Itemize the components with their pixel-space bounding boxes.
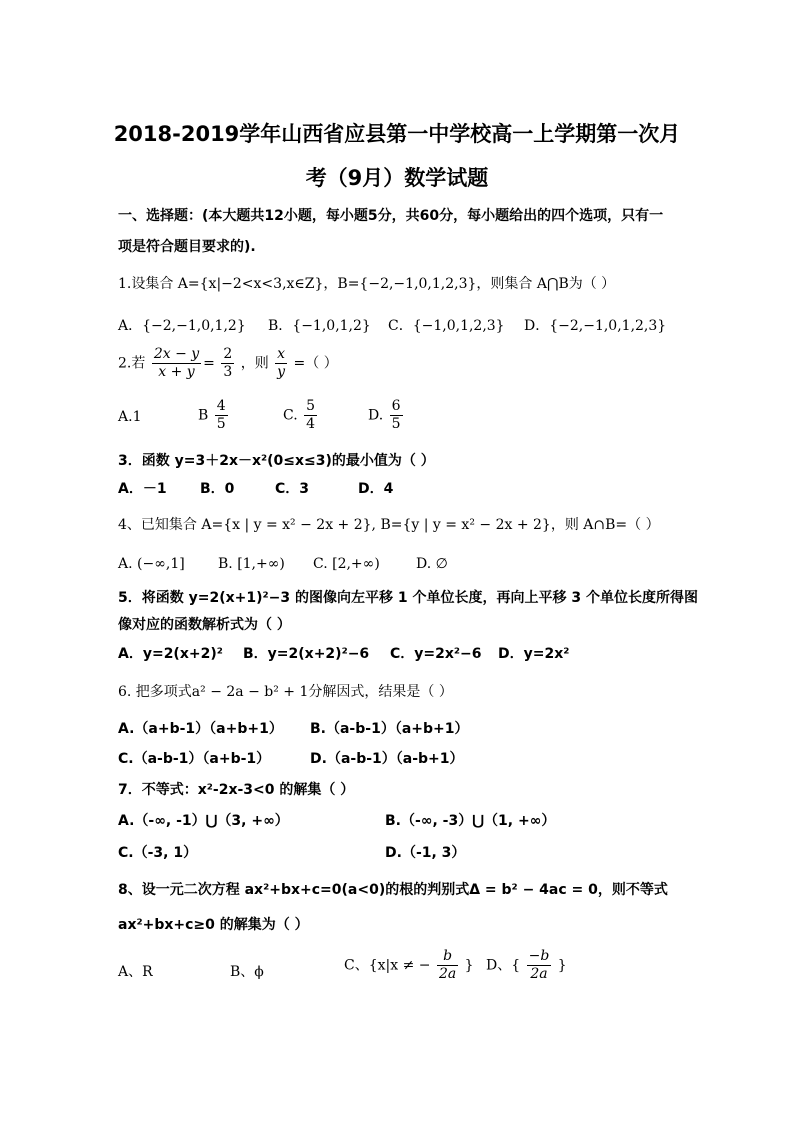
q2-stem: 2.若 $\frac{2x - y}{x + y}$ = $\frac{2}{3}$ ，则 $\frac{x}{y}$ =（ ） (118, 346, 338, 380)
q2-option-b (198, 398, 230, 433)
q2-option-d (368, 398, 405, 433)
q8-option-c-prefix: C、{x|x ≠ − (344, 957, 431, 974)
q8-option-c-den: 2a (438, 966, 457, 982)
q7-option-d: D.（-1, 3） (385, 845, 466, 861)
q1-option-b: B．{−1,0,1,2} (268, 318, 371, 334)
q2-option-d-fraction (390, 398, 403, 433)
q4-option-a: A. (−∞,1] (118, 556, 185, 572)
q2-lhs-den: x + y (158, 364, 195, 380)
q2-option-c-fraction (304, 398, 317, 433)
q5-option-c: C．y=2x²−6 (390, 646, 482, 662)
q2-option-c (283, 398, 319, 433)
q5-stem-line2: 像对应的函数解析式为（ ） (118, 617, 291, 633)
q8-stem-line2: ax²+bx+c≥0 的解集为（ ） (118, 917, 309, 933)
q8-option-c-fraction (437, 948, 458, 983)
q5-stem-line1: 5．将函数 y=2(x+1)²−3 的图像向左平移 1 个单位长度，再向上平移 3 个单位长度所得图 (118, 590, 698, 606)
q4-option-c: C. [2,+∞) (313, 556, 380, 572)
section-heading-line1: 一、选择题：(本大题共12小题，每小题5分，共60分，每小题给出的四个选项，只有一 (118, 208, 664, 224)
q2-option-a-label: A. (118, 409, 133, 425)
q4-option-d: D. ∅ (416, 556, 448, 572)
q2-option-a (118, 409, 141, 425)
q2-option-d-num: 6 (391, 398, 401, 414)
q2-rhs-num: 2 (223, 346, 233, 362)
q8-option-c-num: b (437, 948, 458, 966)
q8-option-c-suffix: } (464, 957, 474, 974)
q5-option-d: D．y=2x² (498, 646, 570, 662)
q3-option-a: A．－1 (118, 481, 167, 497)
q2-y-den: y (277, 364, 286, 380)
q8-option-d-num: −b (528, 948, 550, 964)
q1-stem: 1.设集合 A={x|−2<x<3,x∈Z}，B={−2,−1,0,1,2,3}，则集合 A⋂B为（ ） (118, 276, 616, 292)
q2-option-d-den: 5 (391, 416, 401, 432)
q7-option-c: C.（-3, 1） (118, 845, 198, 861)
q8-option-d-den: 2a (530, 966, 548, 982)
q5-option-a: A．y=2(x+2)² (118, 646, 223, 662)
q6-option-c: C.（a-b-1）（a+b-1） (118, 751, 271, 767)
q2-suffix: =（ ） (293, 355, 338, 372)
q2-lhs-fraction (152, 346, 201, 381)
q8-option-d-suffix: } (557, 957, 567, 974)
q2-mid: ，则 (240, 355, 269, 372)
q8-option-d-prefix: D、{ (486, 957, 521, 974)
section-heading-line2: 项是符合题目要求的). (118, 239, 256, 255)
q2-rhs-fraction (221, 346, 234, 381)
q2-option-c-label: C. (283, 407, 298, 424)
q2-option-a-value: 1 (132, 409, 142, 425)
q8-stem-line1: 8、设一元二次方程 ax²+bx+c=0(a<0)的根的判别式Δ = b² − 4ac = 0，则不等式 (118, 882, 668, 898)
q1-option-d: D．{−2,−1,0,1,2,3} (524, 318, 667, 334)
q2-option-b-label: B (198, 407, 209, 424)
q8-option-d-fraction (527, 948, 552, 983)
q2-option-b-num: 4 (216, 398, 226, 414)
q1-option-a: A．{−2,−1,0,1,2} (118, 318, 246, 334)
q4-stem: 4、已知集合 A={x | y = x² − 2x + 2}, B={y | y = x² − 2x + 2}，则 A∩B=（ ） (118, 517, 660, 533)
q8-option-b: B、ϕ (230, 964, 264, 980)
q2-prefix: 2.若 (118, 355, 146, 372)
q5-option-b: B．y=2(x+2)²−6 (243, 646, 370, 662)
doc-title-line2: 考（9月）数学试题 (305, 166, 489, 190)
q2-lhs-num: 2x − y (153, 346, 200, 362)
q7-option-a: A.（-∞, -1）⋃（3, +∞） (118, 813, 289, 829)
q2-xy-fraction (275, 346, 287, 381)
doc-title-line1: 2018-2019学年山西省应县第一中学校高一上学期第一次月 (113, 122, 681, 146)
q3-stem: 3．函数 y=3＋2x－x²(0≤x≤3)的最小值为（ ） (118, 453, 435, 469)
q8-option-d (486, 948, 567, 983)
q1-option-c: C．{−1,0,1,2,3} (388, 318, 505, 334)
q8-option-c (344, 948, 474, 983)
q2-option-b-fraction (215, 398, 228, 433)
q2-rhs-den: 3 (223, 364, 233, 380)
q8-option-a: A、R (118, 964, 153, 980)
q6-option-d: D.（a-b-1）（a-b+1） (310, 751, 464, 767)
q6-option-b: B.（a-b-1）（a+b+1） (310, 721, 469, 737)
q6-stem: 6. 把多项式a² − 2a − b² + 1分解因式，结果是（ ） (118, 684, 453, 700)
q3-option-b: B．0 (200, 481, 235, 497)
q2-option-d-label: D. (368, 407, 384, 424)
q2-option-c-num: 5 (306, 398, 316, 414)
q2-x-num: x (275, 346, 287, 364)
q7-stem: 7．不等式：x²-2x-3<0 的解集（ ） (118, 782, 355, 798)
q4-option-b: B. [1,+∞) (218, 556, 285, 572)
q2-option-c-den: 4 (306, 416, 316, 432)
q3-option-c: C．3 (275, 481, 310, 497)
q3-option-d: D．4 (358, 481, 394, 497)
q7-option-b: B.（-∞, -3）⋃（1, +∞） (385, 813, 556, 829)
q6-option-a: A.（a+b-1）（a+b+1） (118, 721, 283, 737)
q2-option-b-den: 5 (216, 416, 226, 432)
